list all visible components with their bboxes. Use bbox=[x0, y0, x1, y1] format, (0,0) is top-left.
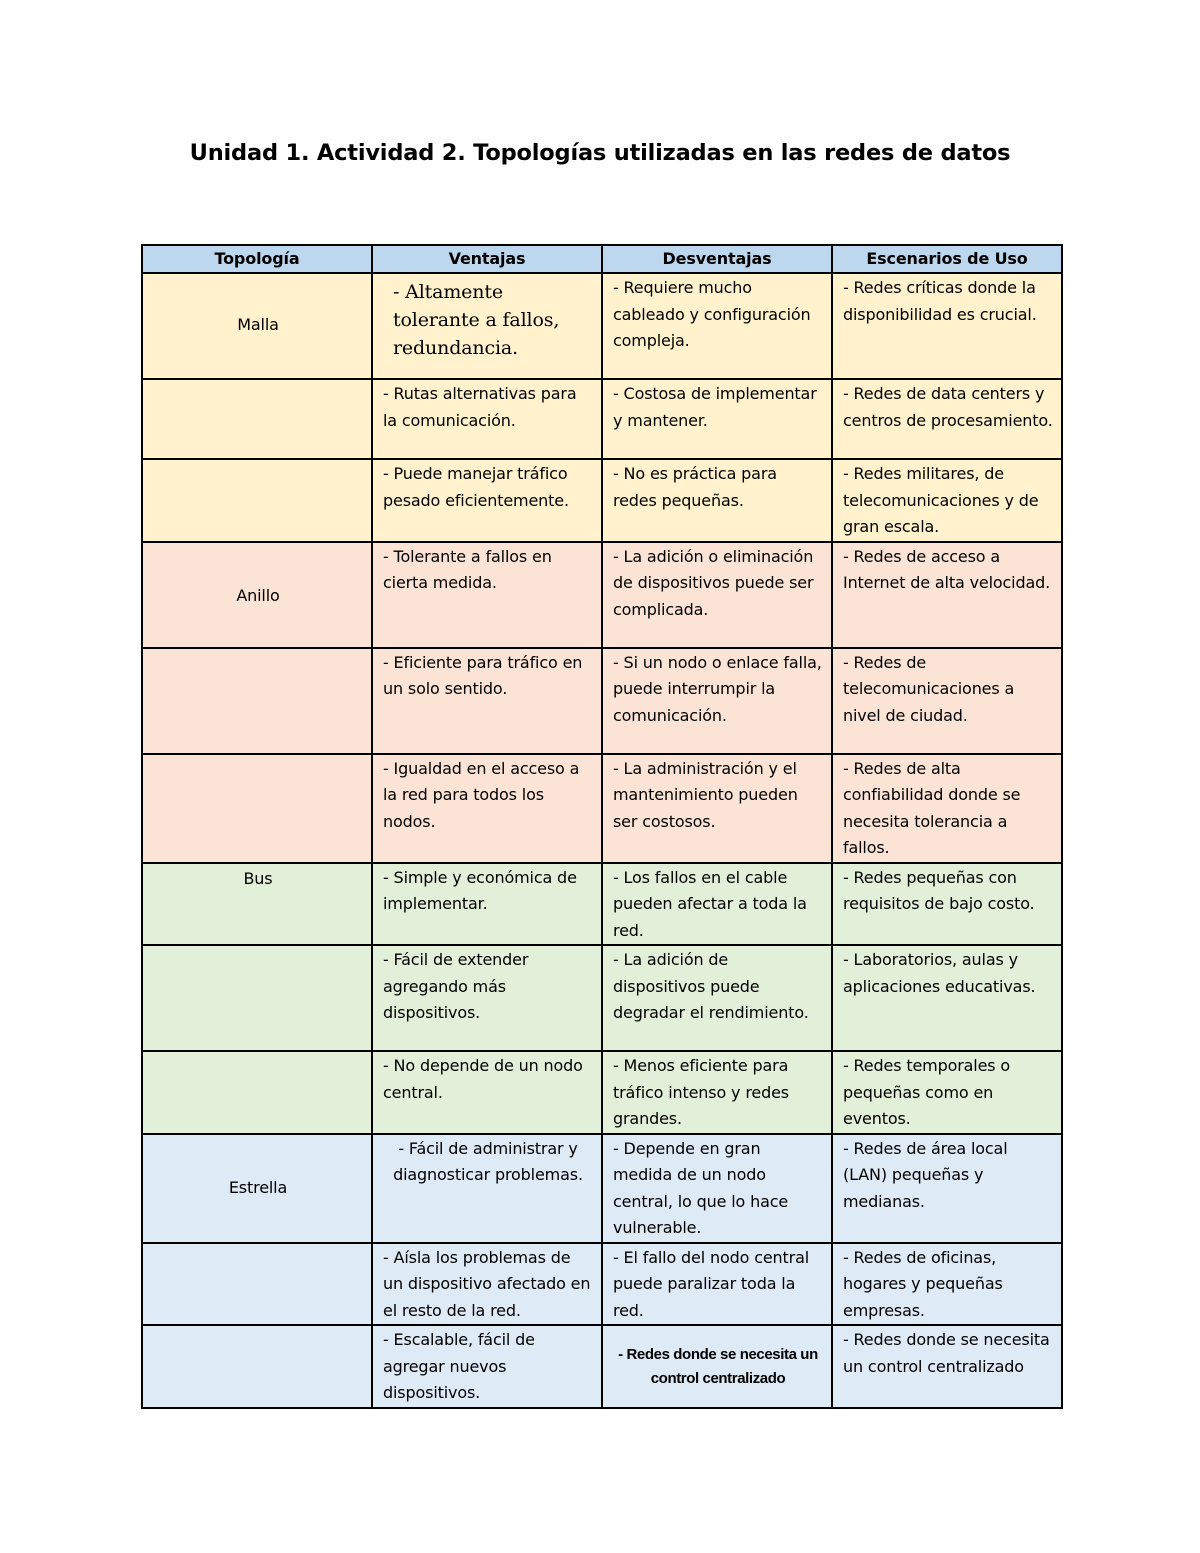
topology-name-empty bbox=[142, 945, 372, 1051]
ventaja-cell: - Eficiente para tráfico en un solo sentido. bbox=[372, 648, 602, 754]
ventaja-cell: - Puede manejar tráfico pesado eficientemente. bbox=[372, 459, 602, 542]
desventaja-cell: - Si un nodo o enlace falla, puede interrumpir la comunicación. bbox=[602, 648, 832, 754]
desventaja-cell: - No es práctica para redes pequeñas. bbox=[602, 459, 832, 542]
ventaja-cell: - No depende de un nodo central. bbox=[372, 1051, 602, 1134]
topology-name-malla: Malla bbox=[142, 273, 372, 379]
escenario-cell: - Redes de área local (LAN) pequeñas y medianas. bbox=[832, 1134, 1062, 1243]
desventaja-cell: - Menos eficiente para tráfico intenso y redes grandes. bbox=[602, 1051, 832, 1134]
table-row bbox=[142, 648, 1062, 754]
ventaja-cell: - Fácil de administrar y diagnosticar problemas. bbox=[372, 1134, 602, 1243]
escenario-cell: - Redes de telecomunicaciones a nivel de ciudad. bbox=[832, 648, 1062, 754]
ventaja-cell: - Igualdad en el acceso a la red para todos los nodos. bbox=[372, 754, 602, 863]
ventaja-cell: - Altamente tolerante a fallos, redundancia. bbox=[372, 273, 602, 379]
topology-name-empty bbox=[142, 648, 372, 754]
ventaja-cell: - Escalable, fácil de agregar nuevos dispositivos. bbox=[372, 1325, 602, 1408]
page-title: Unidad 1. Actividad 2. Topologías utilizadas en las redes de datos bbox=[189, 140, 1011, 166]
table-row bbox=[142, 379, 1062, 459]
table-row bbox=[142, 542, 1062, 648]
ventaja-cell: - Fácil de extender agregando más dispositivos. bbox=[372, 945, 602, 1051]
ventaja-cell: - Simple y económica de implementar. bbox=[372, 863, 602, 946]
header-desventajas: Desventajas bbox=[602, 245, 832, 273]
topology-name-empty bbox=[142, 1243, 372, 1326]
escenario-cell: - Redes de data centers y centros de procesamiento. bbox=[832, 379, 1062, 459]
topology-name-empty bbox=[142, 1051, 372, 1134]
table-row bbox=[142, 1243, 1062, 1326]
table-row bbox=[142, 863, 1062, 946]
desventaja-cell: - La adición o eliminación de dispositivos puede ser complicada. bbox=[602, 542, 832, 648]
topology-name-estrella: Estrella bbox=[142, 1134, 372, 1243]
topology-name-empty bbox=[142, 1325, 372, 1408]
ventaja-cell: - Rutas alternativas para la comunicación. bbox=[372, 379, 602, 459]
topology-name-bus: Bus bbox=[142, 863, 372, 946]
table-row bbox=[142, 1325, 1062, 1408]
ventaja-cell: - Aísla los problemas de un dispositivo afectado en el resto de la red. bbox=[372, 1243, 602, 1326]
table-row bbox=[142, 945, 1062, 1051]
topology-name-empty bbox=[142, 459, 372, 542]
desventaja-cell: - La administración y el mantenimiento pueden ser costosos. bbox=[602, 754, 832, 863]
header-escenarios: Escenarios de Uso bbox=[832, 245, 1062, 273]
table-row bbox=[142, 1051, 1062, 1134]
table-row bbox=[142, 459, 1062, 542]
escenario-cell: - Redes críticas donde la disponibilidad es crucial. bbox=[832, 273, 1062, 379]
topology-name-anillo: Anillo bbox=[142, 542, 372, 648]
desventaja-cell: - Los fallos en el cable pueden afectar a toda la red. bbox=[602, 863, 832, 946]
desventaja-cell: - El fallo del nodo central puede paralizar toda la red. bbox=[602, 1243, 832, 1326]
table-row bbox=[142, 1134, 1062, 1243]
topologies-table bbox=[141, 244, 1063, 1409]
table-header-row bbox=[142, 245, 1062, 273]
desventaja-cell: - Costosa de implementar y mantener. bbox=[602, 379, 832, 459]
escenario-cell: - Redes de acceso a Internet de alta velocidad. bbox=[832, 542, 1062, 648]
header-topologia: Topología bbox=[142, 245, 372, 273]
table-row bbox=[142, 273, 1062, 379]
desventaja-cell: - Redes donde se necesita un control centralizado bbox=[602, 1325, 832, 1408]
escenario-cell: - Redes pequeñas con requisitos de bajo costo. bbox=[832, 863, 1062, 946]
escenario-cell: - Laboratorios, aulas y aplicaciones educativas. bbox=[832, 945, 1062, 1051]
escenario-cell: - Redes militares, de telecomunicaciones y de gran escala. bbox=[832, 459, 1062, 542]
topology-name-empty bbox=[142, 379, 372, 459]
escenario-cell: - Redes de oficinas, hogares y pequeñas empresas. bbox=[832, 1243, 1062, 1326]
desventaja-cell: - La adición de dispositivos puede degradar el rendimiento. bbox=[602, 945, 832, 1051]
ventaja-cell: - Tolerante a fallos en cierta medida. bbox=[372, 542, 602, 648]
topology-name-empty bbox=[142, 754, 372, 863]
table-row bbox=[142, 754, 1062, 863]
header-ventajas: Ventajas bbox=[372, 245, 602, 273]
escenario-cell: - Redes donde se necesita un control centralizado bbox=[832, 1325, 1062, 1408]
desventaja-cell: - Requiere mucho cableado y configuración compleja. bbox=[602, 273, 832, 379]
escenario-cell: - Redes temporales o pequeñas como en eventos. bbox=[832, 1051, 1062, 1134]
escenario-cell: - Redes de alta confiabilidad donde se necesita tolerancia a fallos. bbox=[832, 754, 1062, 863]
desventaja-cell: - Depende en gran medida de un nodo central, lo que lo hace vulnerable. bbox=[602, 1134, 832, 1243]
